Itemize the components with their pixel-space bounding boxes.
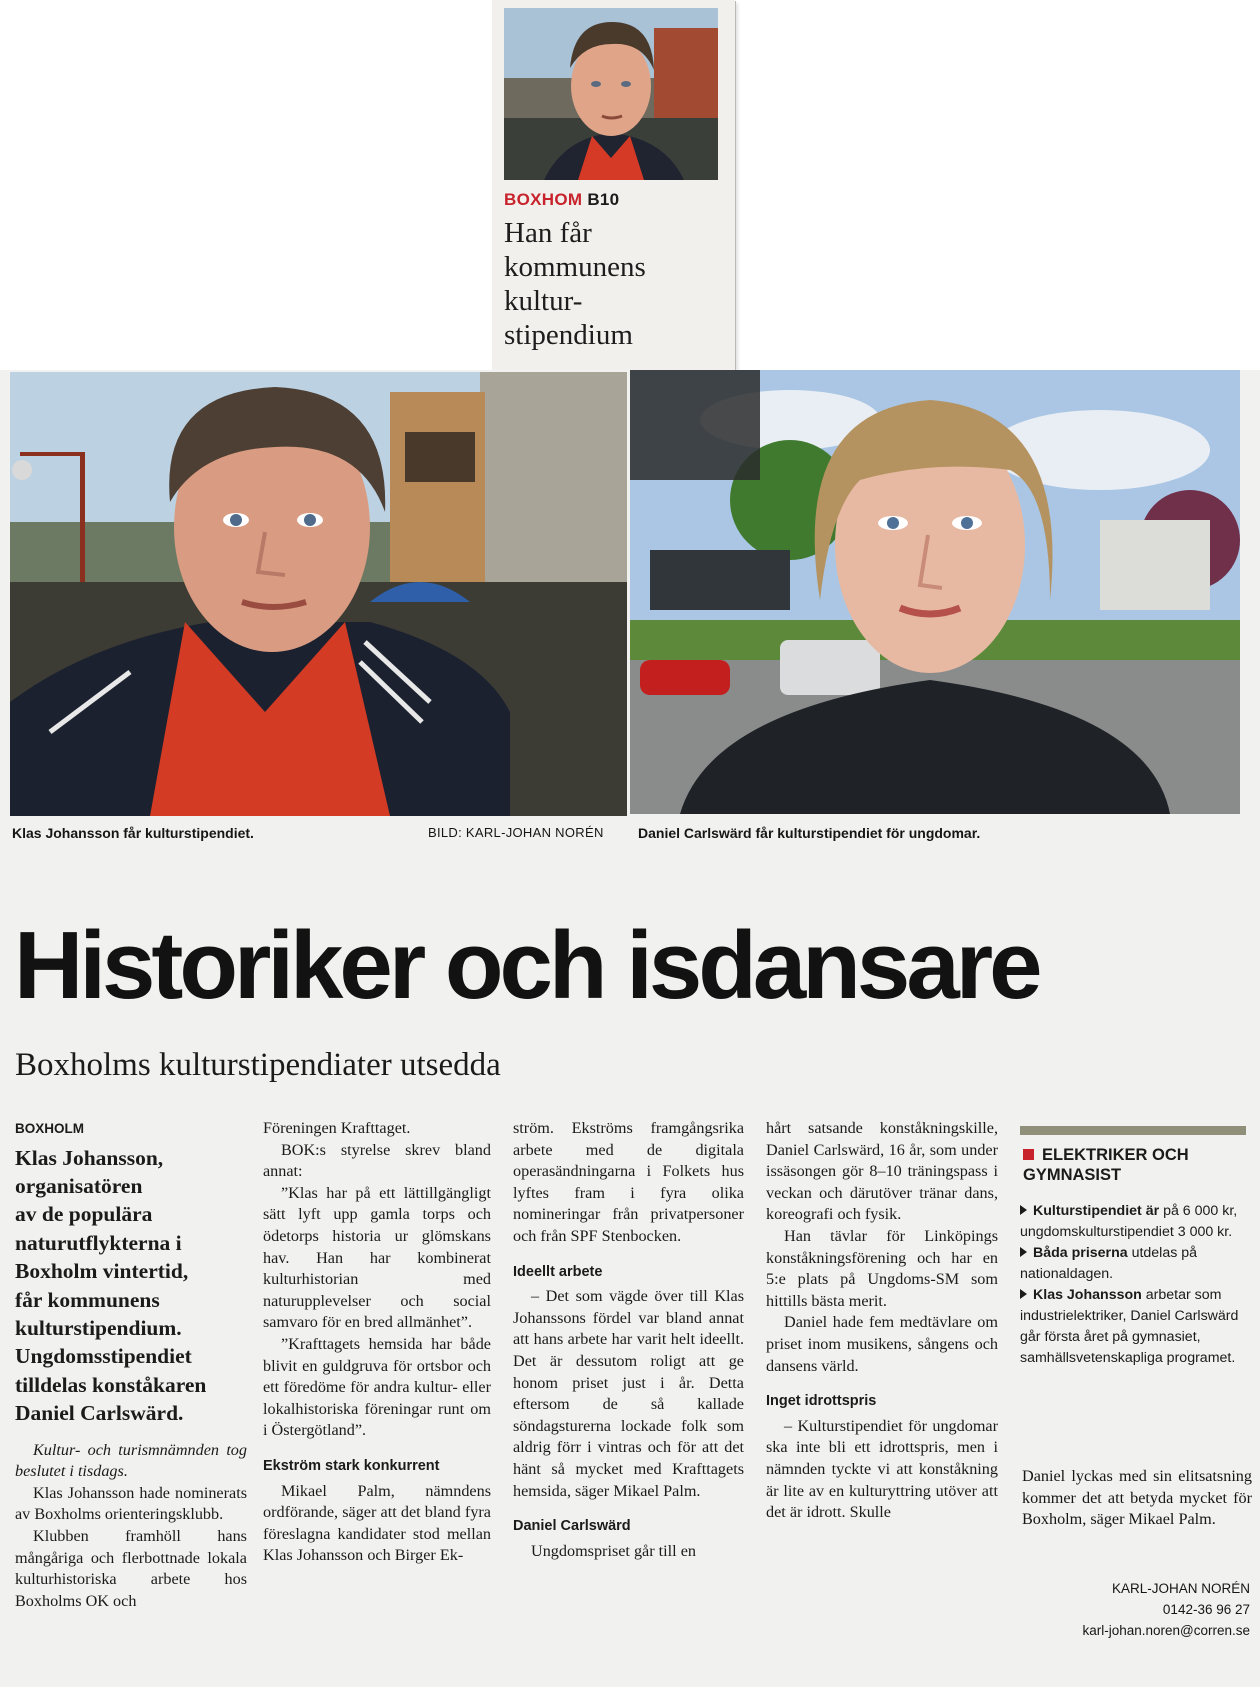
body-paragraph: Föreningen Krafttaget.: [263, 1119, 411, 1137]
photo-credit: BILD: KARL-JOHAN NORÉN: [428, 825, 604, 840]
body-paragraph: Han tävlar för Linköpings konståkningsförening och har en 5:e plats på Ungdoms-SM som hittills bästa merit.: [766, 1226, 998, 1310]
portrait-young-man-image: [630, 370, 1240, 814]
article-subheadline: Boxholms kulturstipendiater utsedda: [15, 1047, 501, 1083]
body-paragraph: ”Klas har på ett lättillgängligt sätt lyft upp gamla torps och ödetorps historia ur glömskans hav. Han har kombinerat kulturhistorian med naturupplevelser och social samvaro för en bred allmänhet”.: [263, 1183, 491, 1332]
fact-item-text: på 6 000 kr, ungdomskulturstipendiet 3 000 kr.: [1020, 1203, 1238, 1240]
teaser-kicker: [504, 190, 619, 210]
teaser-headline-line: Han får: [504, 217, 592, 249]
article-column-4: [766, 1118, 998, 1524]
body-paragraph: Klubben framhöll hans mångåriga och flerbottnade lokala kulturhistoriska arbete hos Boxholms OK och: [15, 1527, 247, 1610]
ingress-line: får kommunens: [15, 1287, 160, 1312]
photo-caption-left: Klas Johansson får kulturstipendiet.: [12, 825, 254, 841]
fact-box-title-text: ELEKTRIKER OCH GYMNASIST: [1023, 1146, 1189, 1184]
fact-box-title: [1020, 1145, 1246, 1185]
crosshead: Ekström stark konkurrent: [263, 1457, 440, 1474]
byline: [1020, 1578, 1250, 1641]
fact-item-lead: Kulturstipendiet är: [1033, 1203, 1160, 1219]
article-column-3: [513, 1118, 744, 1562]
ingress-line: kulturstipendium.: [15, 1316, 182, 1341]
article-clipping: [0, 370, 1260, 1687]
red-square-icon: [1023, 1149, 1034, 1160]
ingress-line: tilldelas konståkaren: [15, 1372, 207, 1397]
body-paragraph: Daniel hade fem medtävlare om priset inom musikens, sångens och dansens värld.: [766, 1313, 998, 1375]
body-paragraph: Kultur- och turismnämnden tog beslutet i tisdags.: [15, 1440, 247, 1481]
article-ending-paragraph: Daniel lyckas med sin elitsatsning kommer det att betyda mycket för Boxholm, säger Mikael Palm.: [1022, 1467, 1252, 1529]
body-paragraph: Klas Johansson hade nominerats av Boxholms orienteringsklubb.: [15, 1483, 247, 1524]
crosshead: Daniel Carlswärd: [513, 1518, 631, 1535]
bullet-triangle-icon: [1020, 1247, 1027, 1257]
ingress-line: naturutflykterna i: [15, 1230, 182, 1255]
teaser-headline: [504, 216, 724, 352]
teaser-headline-line: stipendium: [504, 319, 633, 351]
bullet-triangle-icon: [1020, 1289, 1027, 1299]
teaser-headline-line: kommunens: [504, 251, 646, 283]
teaser-photo: [504, 8, 718, 180]
teaser-kicker-page: B10: [587, 190, 620, 209]
body-paragraph: BOK:s styrelse skrev bland annat:: [263, 1140, 491, 1181]
body-paragraph: – Det som vägde över till Klas Johanssons fördel var bland annat att hans arbete har varit helt ideellt. Det är dessutom roligt att ge honom priset just i år. Detta eftersom de så kallade söndagsturerna lockade folk som aldrig förr i vintras och för att det hänt så mycket med Krafttagets hemsida, säger Mikael Palm.: [513, 1287, 744, 1500]
teaser-kicker-place: BOXHOM: [504, 190, 583, 209]
ingress-line: av de populära: [15, 1202, 153, 1227]
photo-klas-johansson: [10, 372, 627, 816]
crosshead: Inget idrottspris: [766, 1393, 877, 1410]
fact-item-text: utdelas på nationaldagen.: [1020, 1245, 1198, 1282]
dateline: BOXHOLM: [15, 1121, 84, 1136]
ingress-line: Klas Johansson,: [15, 1145, 164, 1170]
column-1-body: [15, 1440, 247, 1613]
bullet-triangle-icon: [1020, 1205, 1027, 1215]
teaser-portrait-image: [504, 8, 718, 180]
body-paragraph: Ungdomspriset går till en: [531, 1541, 696, 1560]
ingress-line: Ungdomsstipendiet: [15, 1344, 192, 1369]
body-paragraph: ”Krafttagets hemsida har både blivit en guldgruva för ortsbor och ett föredöme för andra kultur- eller lokalhistoriska föreningar runt om i Östergötland”.: [263, 1334, 491, 1440]
fact-item-text: arbetar som industrielektriker, Daniel Carlswärd går första året på gymnasiet, samhällsvetenskapliga programet.: [1020, 1287, 1239, 1366]
ingress-line: organisatören: [15, 1174, 143, 1198]
fact-item-lead: Klas Johansson: [1033, 1287, 1142, 1303]
fact-item: [1020, 1285, 1246, 1369]
fact-box: [1020, 1126, 1246, 1369]
teaser-headline-line: kultur-: [504, 285, 583, 317]
article-headline: Historiker och isdansare: [14, 912, 1039, 1019]
portrait-man-image: [10, 372, 627, 816]
body-paragraph: – Kulturstipendiet för ungdomar ska inte bli ett idrottspris, men i nämnden tyckte vi att konståkning är lite av en kulturyttring utöver att det är idrott. Skulle: [766, 1416, 998, 1522]
fact-item: [1020, 1201, 1246, 1243]
byline-name: KARL-JOHAN NORÉN: [1111, 1581, 1250, 1596]
ingress: [15, 1144, 247, 1428]
byline-phone: 0142-36 96 27: [1162, 1602, 1250, 1617]
article-column-2: [263, 1118, 491, 1567]
body-paragraph: Mikael Palm, nämndens ordförande, säger att det bland fyra föreslagna kandidater stod mellan Klas Johansson och Birger Ek-: [263, 1481, 491, 1565]
article-column-1: [15, 1118, 247, 1612]
photo-caption-right: Daniel Carlswärd får kulturstipendiet för ungdomar.: [638, 825, 981, 841]
fact-item: [1020, 1243, 1246, 1285]
byline-email[interactable]: karl-johan.noren@corren.se: [1082, 1623, 1250, 1638]
fact-item-lead: Båda priserna: [1033, 1245, 1128, 1261]
photo-daniel-carlsward: [630, 370, 1240, 814]
body-paragraph: hårt satsande konståkningskille, Daniel Carlswärd, 16 år, som under issäsongen gör 8–10 träningspass i veckan och därutöver tränar dans, koreografi och fysik.: [766, 1119, 998, 1224]
fact-box-bar: [1020, 1126, 1246, 1135]
ingress-line: Daniel Carlswärd.: [15, 1401, 184, 1426]
crosshead: Ideellt arbete: [513, 1263, 603, 1280]
body-paragraph: ström. Ekströms framgångsrika arbete med de digitala operasändningarna i Folkets hus lyftes fram i fyra olika nomineringar från privatpersoner och från SPF Stenbocken.: [513, 1119, 744, 1245]
teaser-clipping: [492, 0, 735, 380]
fact-box-items: [1020, 1201, 1246, 1369]
ingress-line: Boxholm vintertid,: [15, 1259, 189, 1284]
